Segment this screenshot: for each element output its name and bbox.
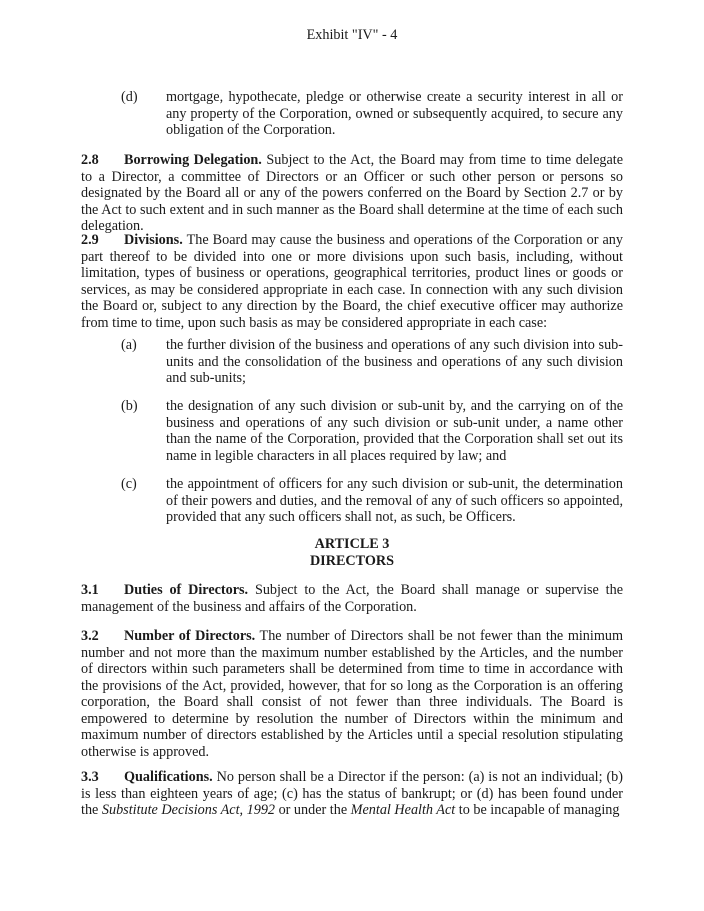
list-item-d: [121, 89, 623, 139]
item-text: the designation of any such division or sub-unit by, and the carrying on of the business and operations of any such division or sub-unit under, a name other than the name of the Corporation, provided that the Corporation shall set out its name in legible characters in all places required by law; and: [166, 398, 623, 464]
section-number: 3.1: [81, 582, 99, 598]
section-3-2: [81, 628, 623, 760]
section-text: Subject to the Act, the Board may from time to time delegate to a Director, a committee of Directors or an Officer or such other person or persons so designated by the Board all or any of the powers conferred on the Board by Section 2.7 or by the Act to such extent and in such manner as the Board shall determine at the time of each such delegation.: [81, 152, 624, 234]
item-label: (b): [121, 398, 138, 414]
item-text: the appointment of officers for any such division or sub-unit, the determination of their powers and duties, and the removal of any of such officers so appointed, provided that any such officers shall not, as such, be Officers.: [166, 476, 623, 525]
section-text: or under the: [278, 802, 348, 818]
article-number: ARTICLE 3: [314, 536, 390, 552]
section-text: to be incapable of managing: [458, 802, 620, 818]
item-label: (c): [121, 476, 137, 492]
section-2-9: [81, 232, 623, 331]
section-text: No person shall be a Director if the person: (a) is not an individual; (b) is less than eighteen years of age; (c) has the status of bankrupt; or (d) has been found under the: [81, 769, 623, 818]
section-number: 3.2: [81, 628, 99, 644]
item-text: the further division of the business and operations of any such division into sub-units and the consolidation of the business and operations of any such division and sub-units;: [166, 337, 623, 386]
section-title: Borrowing Delegation.: [124, 152, 262, 168]
section-3-3: [81, 769, 623, 819]
section-title: Qualifications.: [124, 769, 213, 785]
page-header: Exhibit "IV" - 4: [306, 27, 398, 43]
section-2-8: [81, 152, 623, 235]
section-title: Divisions.: [124, 232, 183, 248]
item-label: (a): [121, 337, 137, 353]
section-number: 2.9: [81, 232, 99, 248]
article-heading: [0, 536, 704, 570]
list-item-c: [121, 476, 623, 526]
section-title: Duties of Directors.: [124, 582, 249, 598]
section-3-1: [81, 582, 623, 615]
item-text: mortgage, hypothecate, pledge or otherwise create a security interest in all or any property of the Corporation, owned or subsequently acquired, to secure any obligation of the Corporation.: [166, 89, 623, 138]
act-title: Substitute Decisions Act, 1992: [101, 802, 276, 818]
section-title: Number of Directors.: [124, 628, 256, 644]
section-text: Subject to the Act, the Board shall manage or supervise the management of the business and affairs of the Corporation.: [81, 582, 624, 615]
item-label: (d): [121, 89, 138, 105]
article-title: DIRECTORS: [309, 553, 395, 569]
section-number: 2.8: [81, 152, 99, 168]
section-text: The number of Directors shall be not fewer than the minimum number and not more than the maximum number established by the Articles, and the number of directors within such parameters shall be determined from time to time in accordance with the provisions of the Act, provided, however, that for so long as the Corporation is an offering corporation, the Board shall consist of not fewer than three individuals. The Board is empowered to determine by resolution the number of Directors within the minimum and maximum number of directors established by the Articles until a special resolution stipulating otherwise is approved.: [81, 628, 624, 760]
list-item-a: [121, 337, 623, 387]
act-title: Mental Health Act: [350, 802, 456, 818]
section-text: The Board may cause the business and operations of the Corporation or any part thereof to be divided into one or more divisions upon such basis, including, without limitation, types of business or operations, geographical territories, product lines or goods or services, as may be considered appropriate in each case. In connection with any such division the Board or, subject to any direction by the Board, the chief executive officer may authorize from time to time, upon such basis as may be considered appropriate in each case:: [81, 232, 623, 331]
section-number: 3.3: [81, 769, 99, 785]
list-item-b: [121, 398, 623, 464]
